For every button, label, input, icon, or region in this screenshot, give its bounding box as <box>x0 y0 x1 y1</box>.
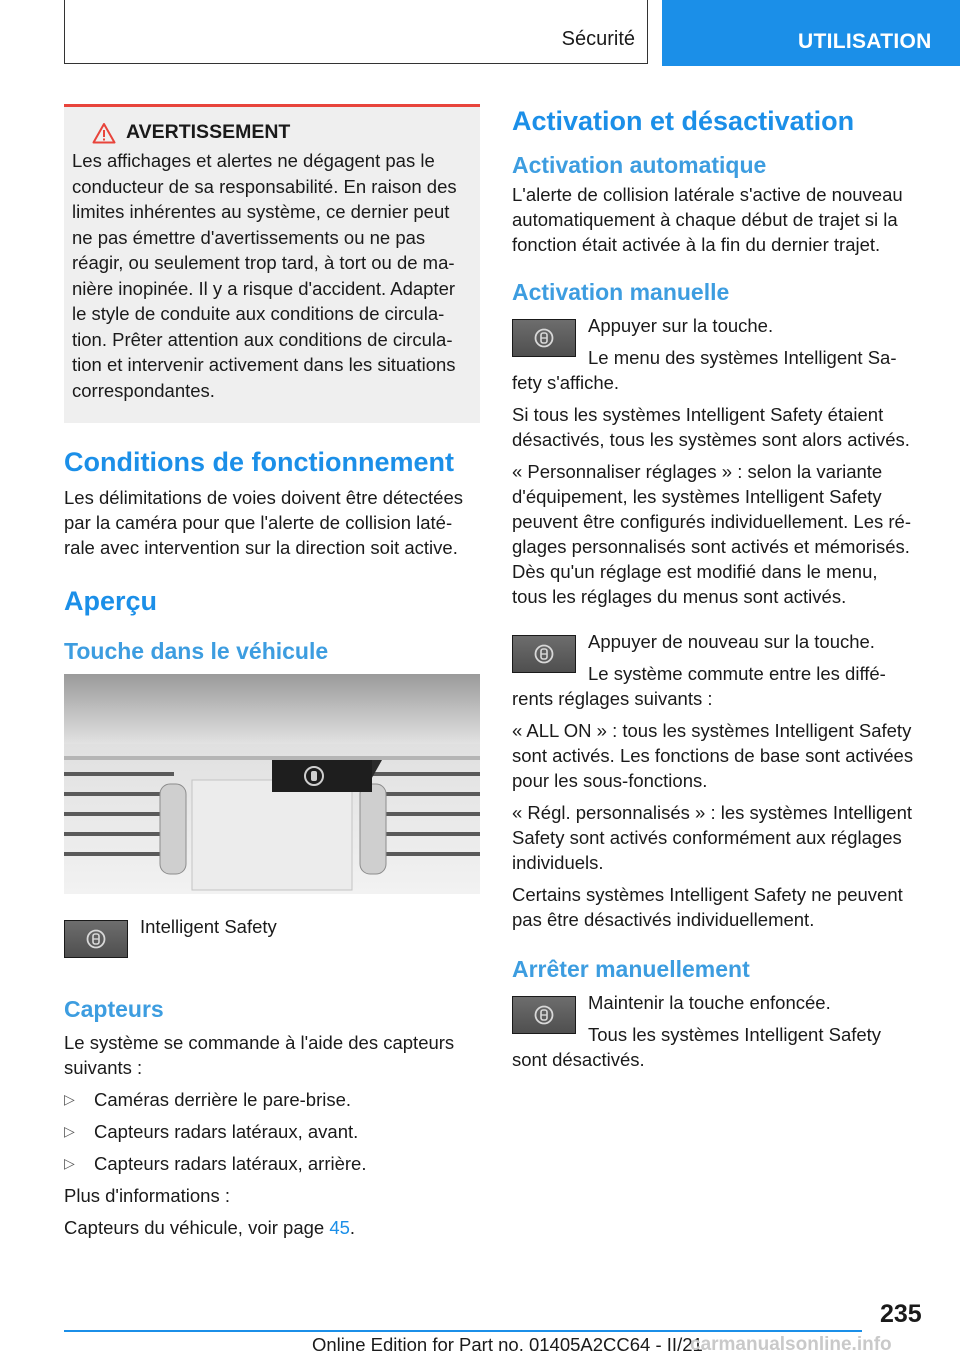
text-line: par la caméra pour que l'alerte de collision laté‐ <box>64 512 453 533</box>
page-number: 235 <box>880 1300 922 1328</box>
intelligent-safety-icon <box>533 1004 555 1026</box>
text-line: Tous les systèmes Intelligent Safety <box>588 1024 882 1045</box>
button-caption: Intelligent Safety <box>140 916 277 937</box>
apercu-heading: Aperçu <box>64 586 158 616</box>
auto-activation-heading: Activation automatique <box>512 152 767 178</box>
intelligent-safety-icon <box>533 327 555 349</box>
right-column <box>512 104 928 1079</box>
text-line: Safety sont activés conformément aux réglages <box>512 827 902 848</box>
intelligent-safety-icon <box>85 928 107 950</box>
intelligent-safety-button-legend <box>64 914 480 974</box>
warning-triangle-icon <box>92 122 116 144</box>
capteurs-list <box>64 1087 480 1176</box>
manual-paragraph-2 <box>512 459 928 609</box>
intelligent-safety-button[interactable] <box>512 996 576 1034</box>
manual-activation-heading: Activation manuelle <box>512 279 730 305</box>
warning-line: correspondantes. <box>72 379 215 401</box>
text-line: suivants : <box>64 1057 143 1078</box>
page-link[interactable]: 45 <box>329 1217 350 1238</box>
text-line: peuvent être configurés individuellement. Les ré‐ <box>512 511 912 532</box>
text-line: individuels. <box>512 852 604 873</box>
reference-end: . <box>349 1217 356 1238</box>
conditions-heading: Conditions de fonctionnement <box>64 447 454 477</box>
touche-heading: Touche dans le véhicule <box>64 638 329 664</box>
edition-text: Online Edition for Part no. 01405A2CC64 - II/21 <box>312 1334 703 1355</box>
footer-divider <box>64 1330 862 1332</box>
text-line: Le système commute entre les diffé‐ <box>588 663 886 684</box>
left-column <box>64 104 480 1247</box>
text-line: Dès qu'un réglage est modifié dans le menu, <box>512 561 878 582</box>
text-line: sont désactivés. <box>512 1049 645 1070</box>
intelligent-safety-button[interactable] <box>512 635 576 673</box>
text-line: sont activés. Les fonctions de base sont activées <box>512 745 914 766</box>
list-item-text: Capteurs radars latéraux, arrière. <box>94 1153 367 1174</box>
text-line: Les délimitations de voies doivent être détectées <box>64 487 464 508</box>
text-line: tous les réglages du menus sont activés. <box>512 586 847 607</box>
reference-text: Capteurs du véhicule, voir page <box>64 1217 330 1238</box>
warning-line: nière inopinée. Il y a risque d'accident. Adapter <box>72 277 456 299</box>
warning-line: tion et intervenir activement dans les situations <box>72 354 456 375</box>
manual-step-block <box>512 313 928 395</box>
text-line: glages personnalisés sont activés et mémorisés. <box>512 536 910 557</box>
warning-line: Les affichages et alertes ne dégagent pas le <box>72 150 435 171</box>
intelligent-safety-icon <box>533 643 555 665</box>
warning-line: ne pas émettre d'avertissements ou ne pas <box>72 226 426 248</box>
manual-paragraph-1 <box>512 402 928 452</box>
again-step-block <box>512 629 928 711</box>
conditions-paragraph <box>64 485 480 560</box>
certain-systems-paragraph <box>512 882 928 932</box>
chapter-tab[interactable]: UTILISATION <box>662 0 960 66</box>
vehicle-button-photo <box>64 674 480 894</box>
activation-heading: Activation et désactivation <box>512 106 855 136</box>
all-on-paragraph <box>512 718 928 793</box>
triangle-bullet-icon: ▷ <box>64 1155 75 1171</box>
manual-stop-heading: Arrêter manuellement <box>512 956 750 982</box>
text-line: Certains systèmes Intelligent Safety ne peuvent <box>512 884 903 905</box>
text-line: « ALL ON » : tous les systèmes Intelligent Safety <box>512 720 912 741</box>
page-reference <box>64 1215 480 1240</box>
text-line: rents réglages suivants : <box>512 688 713 709</box>
text-line: d'équipement, les systèmes Intelligent Safety <box>512 486 882 507</box>
warning-line: réagir, ou seulement trop tard, à tort ou de ma‐ <box>72 252 455 273</box>
header-box <box>64 0 648 64</box>
list-item-text: Capteurs radars latéraux, avant. <box>94 1121 359 1142</box>
list-item <box>64 1119 480 1144</box>
warning-line: conducteur de sa responsabilité. En raison des <box>72 175 457 197</box>
triangle-bullet-icon: ▷ <box>64 1123 75 1139</box>
section-title: Sécurité <box>561 28 635 50</box>
list-item <box>64 1151 480 1176</box>
capteurs-heading: Capteurs <box>64 996 164 1022</box>
text-line: désactivés, tous les systèmes sont alors activés. <box>512 429 910 450</box>
stop-step-block <box>512 990 928 1072</box>
list-item <box>64 1087 480 1112</box>
text-line: Si tous les systèmes Intelligent Safety étaient <box>512 404 884 425</box>
watermark-text: carmanualsonline.info <box>690 1334 892 1355</box>
intelligent-safety-button[interactable] <box>512 319 576 357</box>
warning-box <box>64 104 480 423</box>
text-line: « Personnaliser réglages » : selon la variante <box>512 461 883 482</box>
text-line: pas être désactivés individuellement. <box>512 909 815 930</box>
intelligent-safety-button[interactable] <box>64 920 128 958</box>
auto-activation-paragraph <box>512 182 928 257</box>
text-line: rale avec intervention sur la direction soit active. <box>64 537 458 558</box>
warning-line: tion. Prêter attention aux conditions de circula‐ <box>72 328 453 350</box>
warning-heading <box>72 121 472 144</box>
warning-line: limites inhérentes au système, ce dernier peut <box>72 201 450 222</box>
text-line: automatiquement à chaque début de trajet si la <box>512 209 898 230</box>
step-text: Appuyer sur la touche. <box>588 315 774 336</box>
warning-title: AVERTISSEMENT <box>126 121 291 143</box>
step-text: Maintenir la touche enfoncée. <box>588 992 831 1013</box>
text-line: fety s'affiche. <box>512 372 620 393</box>
text-line: « Régl. personnalisés » : les systèmes Intelligent <box>512 802 913 823</box>
triangle-bullet-icon: ▷ <box>64 1091 75 1107</box>
text-line: L'alerte de collision latérale s'active de nouveau <box>512 184 903 205</box>
warning-line: le style de conduite aux conditions de circula‐ <box>72 303 445 324</box>
more-info-text: Plus d'informations : <box>64 1185 230 1206</box>
text-line: Le système se commande à l'aide des capteurs <box>64 1032 455 1053</box>
capteurs-intro <box>64 1030 480 1080</box>
list-item-text: Caméras derrière le pare-brise. <box>94 1089 352 1110</box>
text-line: pour les sous-fonctions. <box>512 770 708 791</box>
step-text: Appuyer de nouveau sur la touche. <box>588 631 875 652</box>
text-line: fonction était activée à la fin du dernier trajet. <box>512 234 881 255</box>
text-line: Le menu des systèmes Intelligent Sa‐ <box>588 347 897 368</box>
custom-settings-paragraph <box>512 800 928 875</box>
